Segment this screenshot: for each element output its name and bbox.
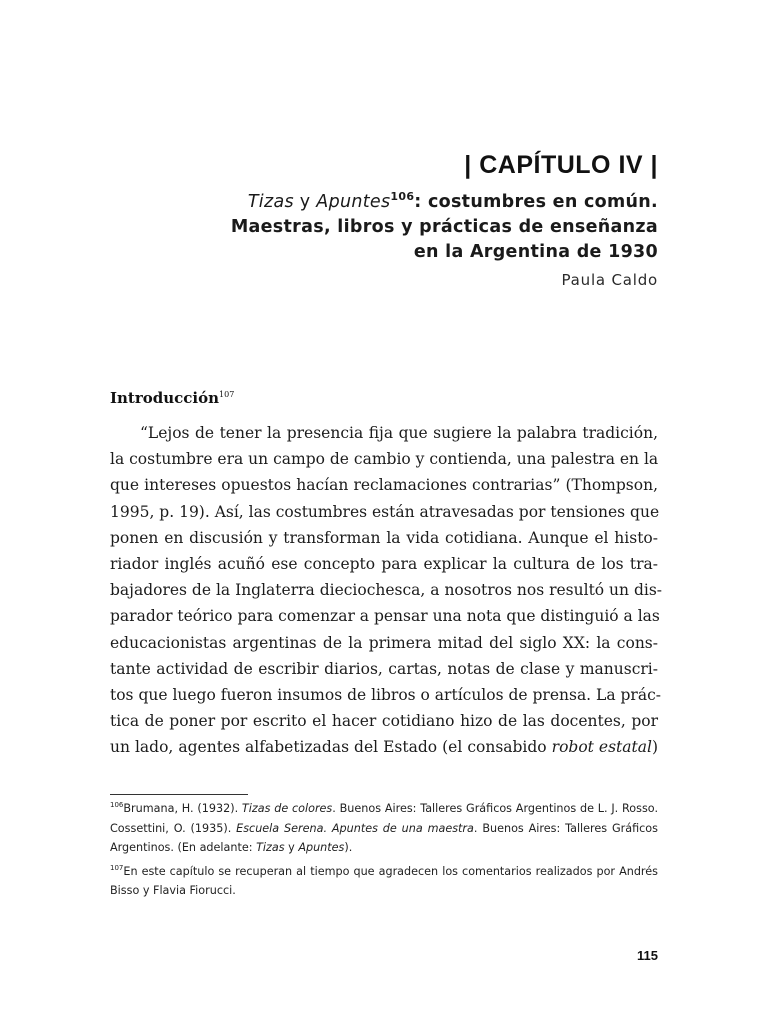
chapter-author: Paula Caldo <box>561 271 658 289</box>
chapter-subtitle <box>98 190 658 265</box>
subtitle-rest: : costumbres en común. <box>414 192 658 212</box>
footnote-italic: Apuntes <box>298 841 345 854</box>
footnote-italic: Tizas de colores <box>241 802 333 815</box>
subtitle-joiner: y <box>293 192 317 212</box>
subtitle-line-2: Maestras, libros y prácticas de enseñanza <box>230 217 658 237</box>
footnote-marker: 107 <box>110 863 124 872</box>
subtitle-italic-apuntes: Apuntes <box>316 192 391 212</box>
footnote-ref-106: 106 <box>390 190 415 203</box>
footnotes <box>110 799 658 905</box>
body-line: tica de poner por escrito el hacer cotidiano hizo de las docentes, por <box>110 712 658 731</box>
chapter-title: | CAPÍTULO IV | <box>464 151 658 179</box>
body-last-end: ) <box>651 738 658 757</box>
body-line: bajadores de la Inglaterra dieciochesca, a nosotros nos resultó un dis- <box>110 581 663 600</box>
footnote-italic: Escuela Serena. Apuntes de una maestra <box>236 821 474 835</box>
footnote-text: y <box>284 841 299 854</box>
body-line: 1995, p. 19). Así, las costumbres están atravesadas por tensiones que <box>110 502 660 521</box>
body-line: riador inglés acuñó ese concepto para explicar la cultura de los tra- <box>110 554 658 573</box>
chapter-header <box>98 148 658 291</box>
body-line: que intereses opuestos hacían reclamaciones contrarias” (Thompson, <box>110 476 658 495</box>
body-line: educacionistas argentinas de la primera mitad del siglo XX: la cons- <box>110 633 658 652</box>
body-line: ponen en discusión y transforman la vida cotidiana. Aunque el histo- <box>110 528 658 547</box>
body-line: la costumbre era un campo de cambio y contienda, una palestra en la <box>110 450 659 469</box>
subtitle-line-3: en la Argentina de 1930 <box>413 242 658 262</box>
subtitle-line-1 <box>98 190 658 215</box>
footnote-ref-107: 107 <box>219 390 235 399</box>
body-last-italic: robot estatal <box>551 738 652 757</box>
section-heading <box>110 386 658 410</box>
body-line: parador teórico para comenzar a pensar una nota que distinguió a las <box>110 607 660 626</box>
body-line: “Lejos de tener la presencia fija que sugiere la palabra tradición, <box>140 424 658 442</box>
footnote-separator <box>110 794 248 795</box>
footnote-106 <box>110 799 658 858</box>
footnote-text: . Buenos Aires: Talleres Gráficos Argentinos. (En adelante: <box>110 821 658 854</box>
body-last-start: un lado, agentes alfabetizadas del Estado (el consabido <box>110 738 552 757</box>
footnote-text: En este capítulo se recuperan al tiempo que agradecen los comentarios realizados por Andrés Bisso y Flavia Fiorucci. <box>110 864 658 897</box>
subtitle-italic-tizas: Tizas <box>247 192 294 212</box>
body-line: tante actividad de escribir diarios, cartas, notas de clase y manuscri- <box>110 659 658 678</box>
page-number: 115 <box>637 948 658 963</box>
footnote-italic: Tizas <box>256 841 285 854</box>
footnote-text: ). <box>344 841 353 854</box>
footnote-marker: 106 <box>110 801 124 809</box>
footnote-text: . Buenos Aires: Talleres Gráficos Argentinos de L. J. Rosso. Cossettini, O. (1935). <box>110 802 658 835</box>
introduction-section <box>110 386 663 760</box>
body-line: tos que luego fueron insumos de libros o artículos de prensa. La prác- <box>110 685 661 704</box>
footnote-107 <box>110 862 658 901</box>
body-line-last <box>110 734 658 760</box>
section-heading-text: Introducción <box>110 389 220 407</box>
footnote-text: Brumana, H. (1932). <box>123 802 242 815</box>
